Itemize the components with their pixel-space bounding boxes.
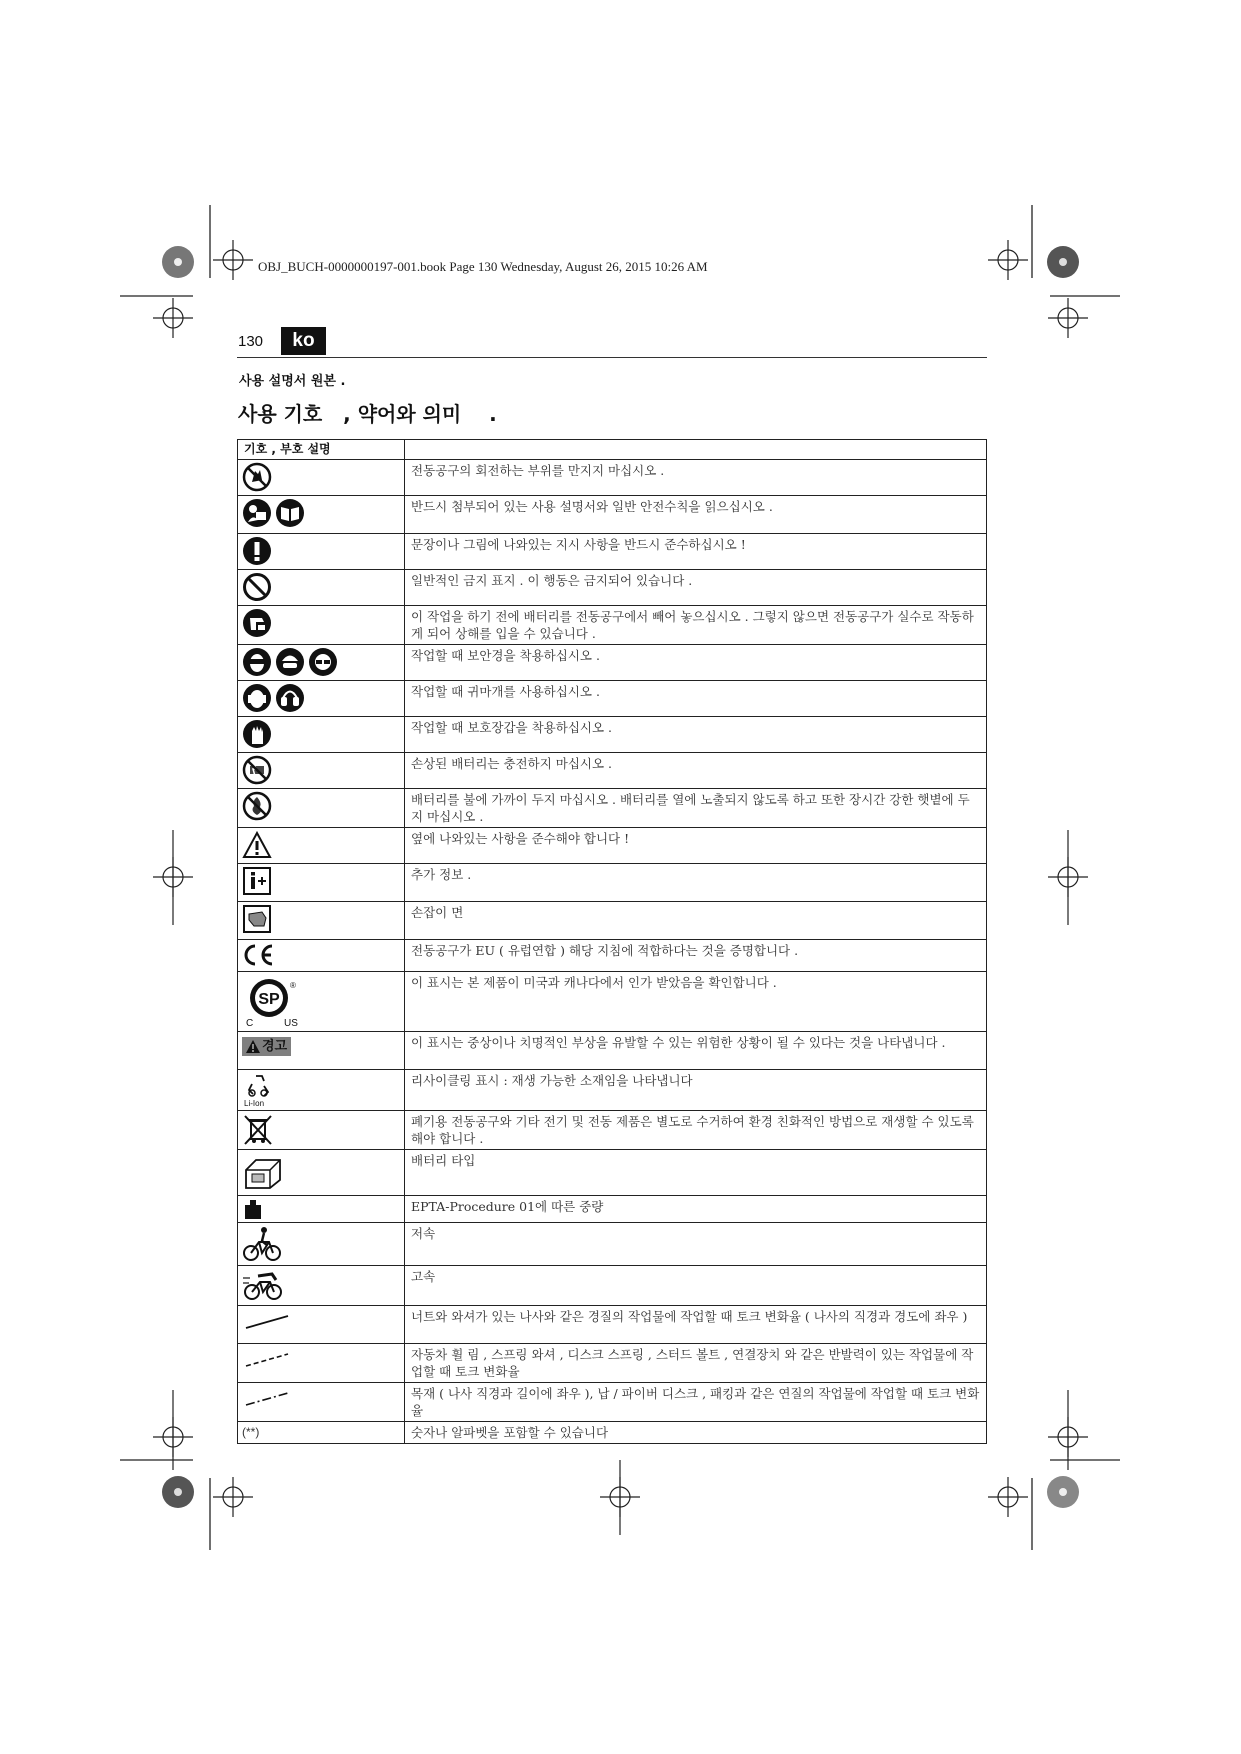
ear-muffs-icon <box>275 683 305 713</box>
row-description: 이 작업을 하기 전에 배터리를 전동공구에서 빼어 놓으십시오 . 그렇지 않으면 전동공구가 실수로 작동하게 되어 상해를 입을 수 있습니다 . <box>405 606 987 645</box>
row-description: 목재 ( 나사 직경과 길이에 좌우 ), 납 / 파이버 디스크 , 패킹과 같은 연질의 작업물에 작업할 때 토크 변화율 <box>405 1383 987 1422</box>
row-description: 작업할 때 보안경을 착용하십시오 . <box>405 645 987 681</box>
symbol-text: (**) <box>238 1422 405 1444</box>
table-row <box>238 789 987 828</box>
table-row <box>238 681 987 717</box>
table-row <box>238 1306 987 1344</box>
prohibition-icon <box>242 572 272 602</box>
table-header-row <box>238 440 987 460</box>
registration-mark-icon <box>1048 298 1088 338</box>
row-description: 배터리 타입 <box>405 1150 987 1196</box>
table-row <box>238 864 987 902</box>
slow-speed-bicycle-icon <box>242 1225 282 1263</box>
remove-battery-icon <box>242 608 272 638</box>
registration-mark-icon <box>213 1477 253 1517</box>
svg-text:Li-Ion: Li-Ion <box>244 1099 265 1108</box>
row-description: 저속 <box>405 1223 987 1266</box>
warning-badge-text: 경고 <box>262 1039 288 1054</box>
document-subtitle: 사용 설명서 원본 . <box>239 374 346 389</box>
table-row <box>238 1266 987 1306</box>
table-row <box>238 1111 987 1150</box>
color-wheel-icon <box>162 1476 194 1508</box>
safety-goggles-icon <box>308 647 338 677</box>
svg-text:SP: SP <box>258 991 280 1008</box>
row-description: 작업할 때 귀마개를 사용하십시오 . <box>405 681 987 717</box>
face-shield-icon <box>242 647 272 677</box>
warning-triangle-icon <box>242 830 272 860</box>
svg-text:®: ® <box>290 981 296 990</box>
registration-mark-icon <box>213 240 253 280</box>
no-charge-damaged-battery-icon <box>242 755 272 785</box>
row-description: 옆에 나와있는 사항을 준수해야 합니다 ! <box>405 828 987 864</box>
row-description: 전동공구가 EU ( 유럽연합 ) 해당 지침에 적합하다는 것을 증명합니다 . <box>405 940 987 972</box>
table-row <box>238 460 987 496</box>
description-column-header <box>405 440 987 460</box>
ear-protection-icon <box>242 683 272 713</box>
row-description: 작업할 때 보호장갑을 착용하십시오 . <box>405 717 987 753</box>
row-description: 폐기용 전동공구와 기타 전기 및 전동 제품은 별도로 수거하여 환경 친화적인 방법으로 재생할 수 있도록 해야 합니다 . <box>405 1111 987 1150</box>
no-fire-battery-icon <box>242 791 272 821</box>
weight-icon <box>242 1198 264 1220</box>
table-row <box>238 645 987 681</box>
table-row <box>238 1070 987 1111</box>
table-row <box>238 606 987 645</box>
symbol-column-header: 기호 , 부호 설명 <box>238 440 405 460</box>
dash-dot-line-icon <box>242 1385 292 1411</box>
table-row <box>238 828 987 864</box>
recycling-li-ion-icon <box>242 1072 276 1108</box>
table-row <box>238 1032 987 1070</box>
fast-speed-bicycle-icon <box>242 1268 286 1302</box>
row-description: 이 표시는 중상이나 치명적인 부상을 유발할 수 있는 위험한 상황이 될 수 있다는 것을 나타냅니다 . <box>405 1032 987 1070</box>
table-row <box>238 972 987 1032</box>
table-row <box>238 940 987 972</box>
table-row <box>238 534 987 570</box>
row-description: 반드시 첨부되어 있는 사용 설명서와 일반 안전수칙을 읽으십시오 . <box>405 496 987 534</box>
header-rule <box>237 357 987 358</box>
row-description: 문장이나 그림에 나와있는 지시 사항을 반드시 준수하십시오 ! <box>405 534 987 570</box>
file-info-header: OBJ_BUCH-0000000197-001.book Page 130 Wednesday, August 26, 2015 10:26 AM <box>258 259 708 274</box>
info-icon <box>242 866 272 896</box>
solid-line-icon <box>242 1308 292 1334</box>
no-touch-rotating-icon <box>242 462 272 492</box>
weee-crossed-bin-icon <box>242 1113 274 1147</box>
mandatory-exclamation-icon <box>242 536 272 566</box>
table-row <box>238 570 987 606</box>
registration-mark-icon <box>153 298 193 338</box>
dashed-line-icon <box>242 1346 292 1372</box>
read-manual-person-icon <box>242 498 272 528</box>
csa-mark-icon <box>242 974 300 1028</box>
table-row <box>238 1223 987 1266</box>
symbols-table <box>237 439 987 1444</box>
battery-pack-icon <box>242 1152 284 1192</box>
page-number: 130 <box>238 333 264 350</box>
table-row <box>238 1150 987 1196</box>
table-row <box>238 1422 987 1444</box>
registration-mark-icon <box>988 1477 1028 1517</box>
row-description: 자동차 휠 림 , 스프링 와셔 , 디스크 스프링 , 스터드 볼트 , 연결장치 와 같은 반발력이 있는 작업물에 작업할 때 토크 변화율 <box>405 1344 987 1383</box>
table-row <box>238 1344 987 1383</box>
warning-triangle-small-icon <box>246 1040 260 1053</box>
svg-text:US: US <box>284 1018 298 1028</box>
read-manual-book-icon <box>275 498 305 528</box>
color-wheel-icon <box>1047 1476 1079 1508</box>
helmet-goggles-icon <box>275 647 305 677</box>
row-description: 고속 <box>405 1266 987 1306</box>
row-description: 이 표시는 본 제품이 미국과 캐나다에서 인가 받았음을 확인합니다 . <box>405 972 987 1032</box>
color-wheel-icon <box>162 246 194 278</box>
row-description: 일반적인 금지 표지 . 이 행동은 금지되어 있습니다 . <box>405 570 987 606</box>
table-row <box>238 902 987 940</box>
row-description: 배터리를 불에 가까이 두지 마십시오 . 배터리를 열에 노출되지 않도록 하고 또한 장시간 강한 햇볕에 두지 마십시오 . <box>405 789 987 828</box>
registration-mark-icon <box>988 240 1028 280</box>
row-description: 추가 정보 . <box>405 864 987 902</box>
table-row <box>238 717 987 753</box>
protective-gloves-icon <box>242 719 272 749</box>
svg-text:C: C <box>246 1018 254 1028</box>
row-description: 리사이클링 표시 : 재생 가능한 소재임을 나타냅니다 <box>405 1070 987 1111</box>
row-description: 손상된 배터리는 충전하지 마십시오 . <box>405 753 987 789</box>
table-row <box>238 1196 987 1223</box>
language-badge: ko <box>281 327 326 355</box>
table-row <box>238 753 987 789</box>
row-description: 손잡이 면 <box>405 902 987 940</box>
warning-badge-icon <box>242 1037 291 1056</box>
section-title: 사용 기호 , 약어와 의미 . <box>238 402 497 426</box>
table-row <box>238 1383 987 1422</box>
handle-grip-icon <box>242 904 272 934</box>
ce-mark-icon <box>242 942 276 968</box>
row-description: 너트와 와셔가 있는 나사와 같은 경질의 작업물에 작업할 때 토크 변화율 ( 나사의 직경과 경도에 좌우 ) <box>405 1306 987 1344</box>
row-description: EPTA-Procedure 01에 따른 중량 <box>405 1196 987 1223</box>
table-row <box>238 496 987 534</box>
row-description: 전동공구의 회전하는 부위를 만지지 마십시오 . <box>405 460 987 496</box>
row-description: 숫자나 알파벳을 포함할 수 있습니다 <box>405 1422 987 1444</box>
color-wheel-icon <box>1047 246 1079 278</box>
